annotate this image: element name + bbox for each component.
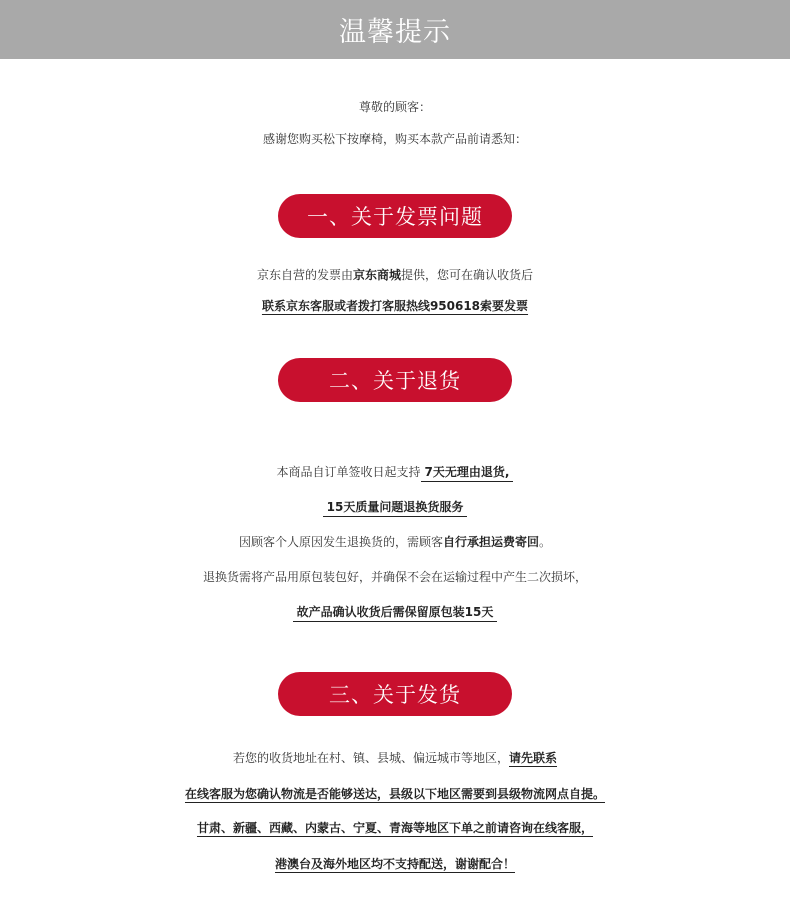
return-line-5: 故产品确认收货后需保留原包装15天 <box>293 605 498 622</box>
return-line-2-wrap <box>0 495 790 519</box>
greeting-line-2: 感谢您购买松下按摩椅，购买本款产品前请悉知： <box>262 132 527 146</box>
shipping-line-1 <box>0 746 790 770</box>
return-line-3-suffix: 。 <box>539 535 552 549</box>
section-return-title-text: 二、关于退货 <box>329 369 461 393</box>
return-line-1 <box>0 460 790 484</box>
return-line-2: 15天质量问题退换货服务 <box>323 500 468 517</box>
header-title: 温馨提示 <box>339 17 451 48</box>
section-invoice-title <box>278 194 512 238</box>
return-line-5-wrap <box>0 600 790 624</box>
section-return-title <box>278 358 512 402</box>
invoice-line-1-suffix: 提供，您可在确认收货后 <box>401 268 534 282</box>
return-line-4: 退换货需将产品用原包装包好，并确保不会在运输过程中产生二次损坏， <box>202 570 587 584</box>
return-line-3 <box>0 530 790 554</box>
header-banner <box>0 0 790 59</box>
greeting-line-1: 尊敬的顾客： <box>358 100 431 114</box>
section-invoice-title-text: 一、关于发票问题 <box>307 205 483 229</box>
invoice-line-2: 联系京东客服或者拨打客服热线950618索要发票 <box>261 299 529 313</box>
return-line-1-bold: 7天无理由退货, <box>421 465 514 482</box>
return-line-3-bold: 自行承担运费寄回 <box>442 535 539 549</box>
section-shipping-title-text: 三、关于发货 <box>329 683 461 707</box>
invoice-line-1-prefix: 京东自营的发票由 <box>256 268 353 282</box>
shipping-line-3: 甘肃、新疆、西藏、内蒙古、宁夏、青海等地区下单之前请咨询在线客服， <box>196 821 593 835</box>
section-shipping-title <box>278 672 512 716</box>
shipping-line-1-prefix: 若您的收货地址在村、镇、县城、偏远城市等地区， <box>232 751 509 765</box>
return-line-1-prefix: 本商品自订单签收日起支持 <box>276 465 421 479</box>
invoice-line-1-bold: 京东商城 <box>352 268 401 282</box>
invoice-line-1 <box>0 263 790 287</box>
shipping-line-2: 在线客服为您确认物流是否能够送达，县级以下地区需要到县级物流网点自提。 <box>184 787 605 801</box>
return-line-3-prefix: 因顾客个人原因发生退换货的，需顾客 <box>238 535 443 549</box>
shipping-line-4: 港澳台及海外地区均不支持配送，谢谢配合！ <box>274 857 515 871</box>
shipping-line-1-bold: 请先联系 <box>509 751 558 765</box>
